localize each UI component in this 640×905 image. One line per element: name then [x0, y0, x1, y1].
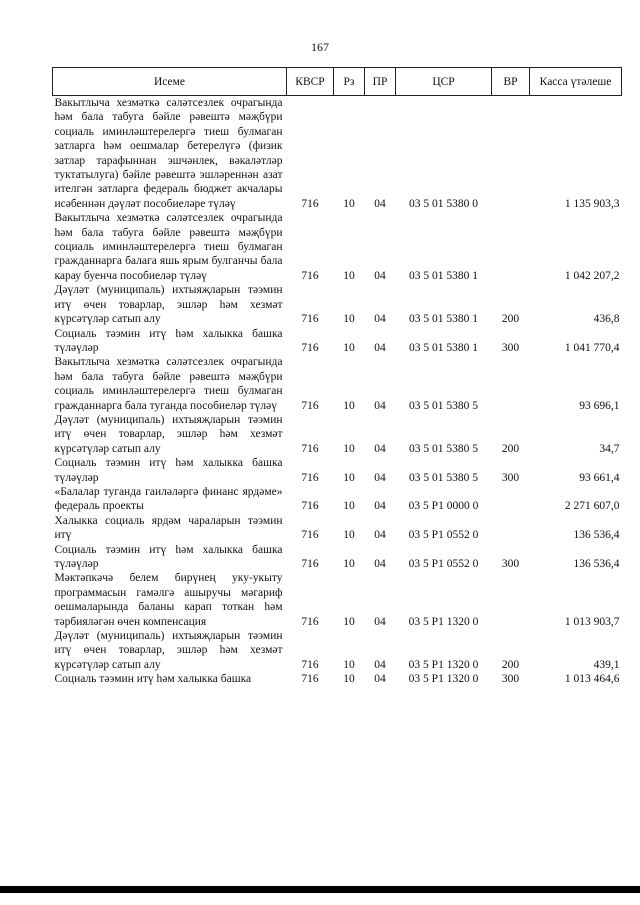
table-row	[53, 514, 622, 543]
row-name: Вакытлыча хезмәткә сәләтсезлек очрагында һәм бала табуга бәйле рәвештә мәҗбүри социаль иминләштерелергә тиеш булмаган затларга һәм оешмалар бетерелүгә (физик затлар тарафыннан эшчәнлек, вәкаләтләр туктатылуга) бәйле рәвештә эшләреннән азат ителгән затларга федераль бюджет акчалары исәбеннән дәүләт пособиеләре түләү	[54, 97, 283, 210]
col-header-pr: ПР	[365, 68, 396, 96]
row-name: Социаль тәэмин итү һәм халыкка башка түләүләр	[54, 327, 283, 354]
row-vr: 300	[501, 341, 520, 354]
row-amount: 1 041 770,4	[564, 341, 620, 354]
col-header-vr: ВР	[492, 68, 530, 96]
table-row	[53, 211, 622, 283]
table-header	[53, 68, 622, 96]
row-pr: 04	[374, 529, 386, 542]
row-amount: 439,1	[593, 658, 620, 671]
row-csr: 03 5 P1 0000 0	[408, 500, 479, 513]
row-csr: 03 5 P1 1320 0	[408, 673, 479, 686]
row-vr	[492, 571, 530, 629]
table-row	[53, 672, 622, 686]
row-name: Вакытлыча хезмәткә сәләтсезлек очрагында һәм бала табуга бәйле рәвештә мәҗбүри социаль иминләштерелергә тиеш булмаган гражданнарга балага яшь ярым булганчы бала карау буенча пособиеләр түләү	[54, 212, 283, 282]
row-vr: 200	[501, 658, 520, 671]
row-amount: 436,8	[593, 313, 620, 326]
row-amount: 136 536,4	[573, 558, 620, 570]
row-vr	[492, 96, 530, 212]
row-vr: 200	[501, 442, 520, 455]
col-header-rz: Рз	[334, 68, 365, 96]
row-name: Социаль тәэмин итү һәм халыкка башка	[54, 673, 252, 686]
page-number: 167	[311, 40, 329, 54]
row-pr: 04	[374, 442, 386, 455]
row-kvsr: 716	[301, 500, 319, 513]
table-row	[53, 327, 622, 356]
row-csr: 03 5 01 5380 1	[409, 313, 478, 326]
row-csr: 03 5 01 5380 1	[409, 269, 478, 282]
table-row	[53, 456, 622, 485]
row-rz: 10	[343, 442, 355, 455]
row-kvsr: 716	[301, 399, 319, 412]
row-rz: 10	[343, 658, 355, 671]
row-kvsr: 716	[301, 197, 319, 210]
table-row	[53, 485, 622, 514]
row-amount: 1 135 903,3	[564, 197, 620, 210]
row-vr	[492, 211, 530, 283]
row-rz: 10	[343, 500, 355, 513]
row-kvsr: 716	[301, 673, 319, 686]
row-name: Дәүләт (муниципаль) ихтыяҗларын тәэмин итү өчен товарлар, эшләр һәм хезмәт күрсәтүләр сатып алу	[54, 284, 283, 326]
row-vr: 200	[501, 313, 520, 326]
row-name: Халыкка социаль ярдәм чараларын тәэмин итү	[54, 514, 283, 542]
row-csr: 03 5 01 5380 5	[409, 471, 478, 484]
row-pr: 04	[374, 615, 386, 628]
row-csr: 03 5 P1 1320 0	[408, 658, 479, 671]
row-csr: 03 5 01 5380 1	[409, 341, 478, 354]
row-amount: 93 661,4	[579, 471, 620, 484]
row-vr: 300	[501, 471, 520, 484]
table-row	[53, 96, 622, 212]
row-rz: 10	[343, 673, 355, 686]
row-csr: 03 5 P1 0552 0	[408, 558, 479, 570]
row-rz: 10	[343, 313, 355, 326]
row-vr: 300	[501, 558, 520, 570]
row-amount: 1 013 464,6	[564, 673, 620, 686]
row-pr: 04	[374, 558, 386, 570]
row-rz: 10	[343, 558, 355, 570]
row-name: Социаль тәэмин итү һәм халыкка башка түләүләр	[54, 543, 283, 570]
row-amount: 1 042 207,2	[564, 269, 620, 282]
row-rz: 10	[343, 529, 355, 542]
budget-table	[52, 67, 622, 687]
row-kvsr: 716	[301, 558, 319, 570]
row-amount: 1 013 903,7	[564, 615, 620, 628]
row-kvsr: 716	[301, 269, 319, 282]
row-amount: 136 536,4	[573, 529, 620, 542]
table-row	[53, 355, 622, 413]
row-csr: 03 5 01 5380 0	[409, 197, 478, 210]
col-header-amount: Касса үтәлеше	[530, 68, 622, 96]
row-amount: 93 696,1	[579, 399, 620, 412]
row-pr: 04	[374, 197, 386, 210]
row-name: «Балалар туганда гаиләләргә финанс ярдәме» федераль проекты	[54, 485, 283, 513]
table-row	[53, 543, 622, 572]
row-rz: 10	[343, 471, 355, 484]
row-name: Дәүләт (муниципаль) ихтыяҗларын тәэмин итү өчен товарлар, эшләр һәм хезмәт күрсәтүләр сатып алу	[54, 630, 283, 671]
row-name: Вакытлыча хезмәткә сәләтсезлек очрагында һәм бала табуга бәйле рәвештә мәҗбүри социаль иминләштерелергә тиеш булмаган гражданнарга бала туганда пособиеләр түләү	[54, 356, 283, 412]
row-kvsr: 716	[301, 313, 319, 326]
row-vr	[492, 514, 530, 543]
row-pr: 04	[374, 673, 386, 686]
row-pr: 04	[374, 341, 386, 354]
col-header-name: Исеме	[53, 68, 287, 96]
row-kvsr: 716	[301, 658, 319, 671]
row-name: Социаль тәэмин итү һәм халыкка башка түләүләр	[54, 457, 283, 484]
row-name: Дәүләт (муниципаль) ихтыяҗларын тәэмин итү өчен товарлар, эшләр һәм хезмәт күрсәтүләр сатып алу	[54, 413, 283, 455]
col-header-csr: ЦСР	[396, 68, 492, 96]
row-kvsr: 716	[301, 615, 319, 628]
table-row	[53, 571, 622, 629]
row-vr	[492, 485, 530, 514]
row-csr: 03 5 01 5380 5	[409, 442, 478, 455]
row-kvsr: 716	[301, 529, 319, 542]
row-vr	[492, 355, 530, 413]
row-kvsr: 716	[301, 471, 319, 484]
row-pr: 04	[374, 313, 386, 326]
row-rz: 10	[343, 197, 355, 210]
row-pr: 04	[374, 399, 386, 412]
row-pr: 04	[374, 500, 386, 513]
row-rz: 10	[343, 269, 355, 282]
row-amount: 2 271 607,0	[564, 500, 620, 513]
row-kvsr: 716	[301, 442, 319, 455]
row-kvsr: 716	[301, 341, 319, 354]
table-row	[53, 413, 622, 456]
row-name: Мәктәпкәчә белем бирүнең уку-укыту программасын гамәлгә ашыручы мәгариф оешмаларында баланы карап тоткан һәм тәрбияләгән өчен компенсация	[54, 572, 283, 628]
row-rz: 10	[343, 341, 355, 354]
table-row	[53, 283, 622, 326]
row-rz: 10	[343, 399, 355, 412]
row-csr: 03 5 P1 0552 0	[408, 529, 479, 542]
row-pr: 04	[374, 471, 386, 484]
row-csr: 03 5 P1 1320 0	[408, 615, 479, 628]
table-row	[53, 629, 622, 672]
row-csr: 03 5 01 5380 5	[409, 399, 478, 412]
bottom-scan-border	[0, 886, 640, 893]
col-header-kvsr: КВСР	[287, 68, 334, 96]
row-amount: 34,7	[599, 442, 620, 455]
row-vr: 300	[501, 673, 520, 686]
row-rz: 10	[343, 615, 355, 628]
row-pr: 04	[374, 658, 386, 671]
row-pr: 04	[374, 269, 386, 282]
